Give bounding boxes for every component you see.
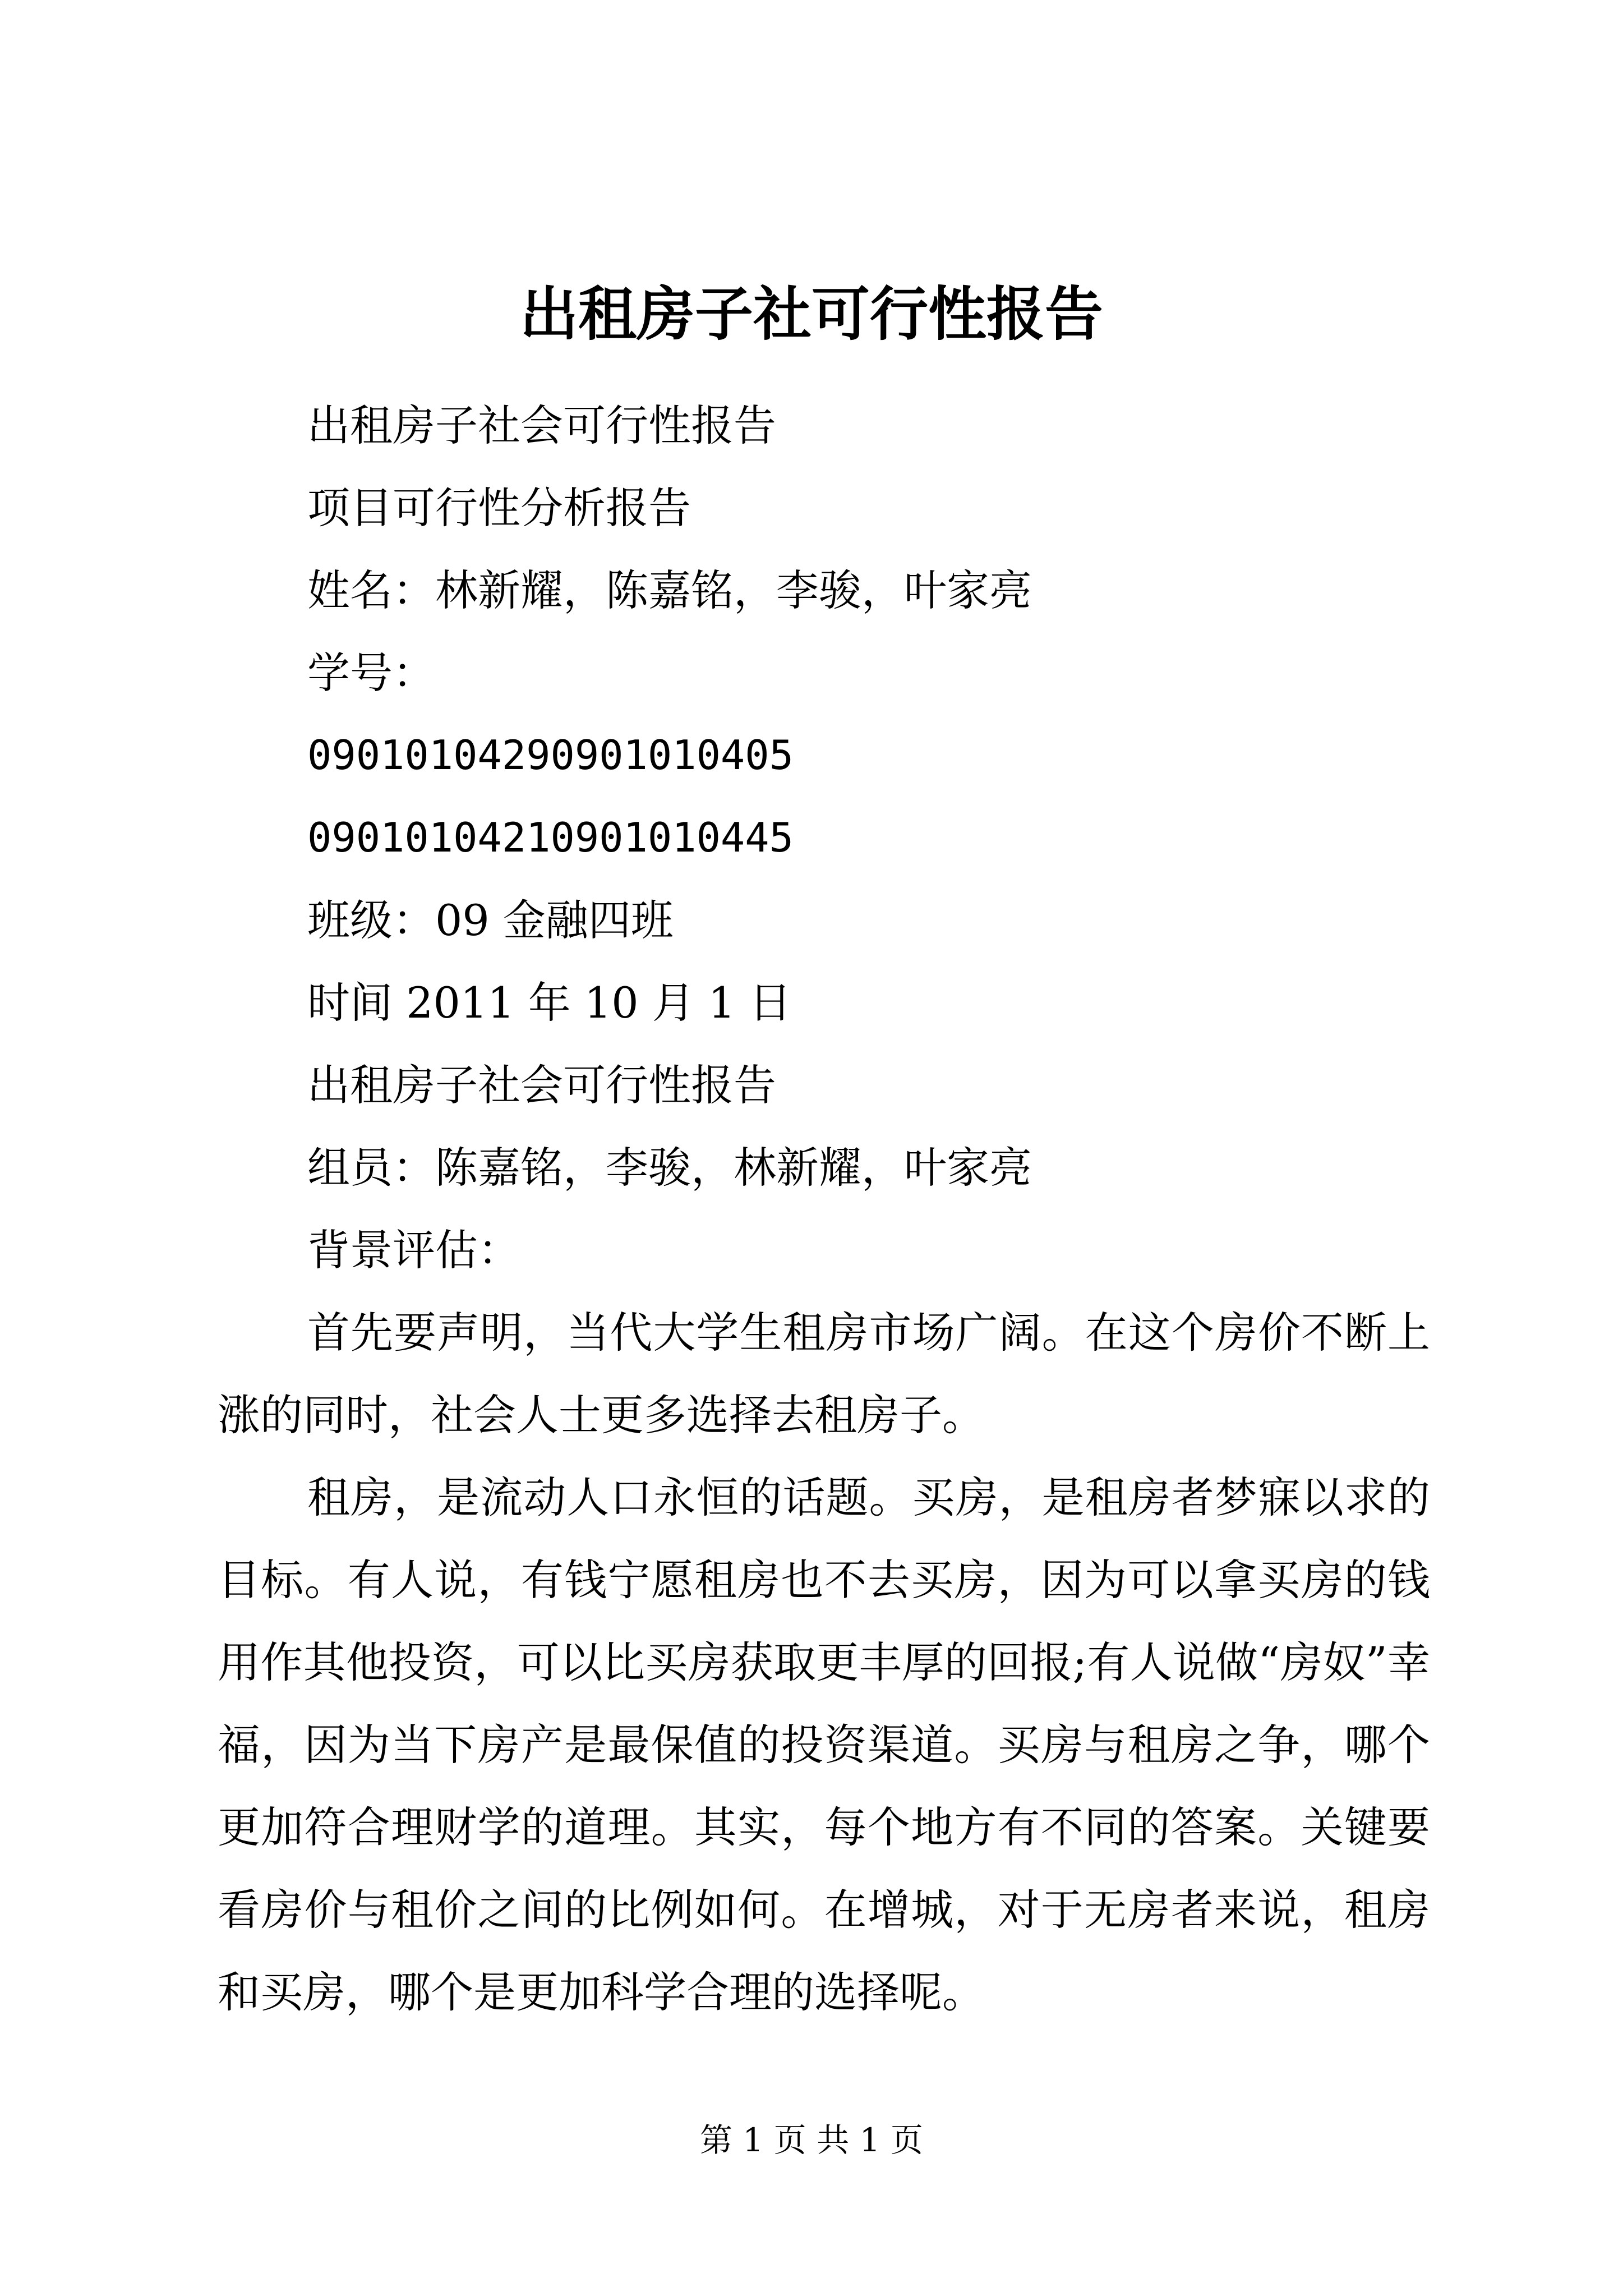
background-heading: 背景评估：	[307, 1225, 520, 1275]
class-line: 班级：09 金融四班	[307, 895, 674, 945]
page-footer: 第 1 页 共 1 页	[700, 2121, 923, 2159]
names-line: 姓名：林新耀，陈嘉铭，李骏，叶家亮	[307, 565, 1032, 615]
paragraph: 租房，是流动人口永恒的话题。买房，是租房者梦寐以求的目标。有人说，有钱宁愿租房也不去买房，因为可以拿买房的钱用作其他投资，可以比买房获取更丰厚的回报;有人说做“房奴”幸福，因为当下房产是最保值的投资渠道。买房与租房之争，哪个更加符合理财学的道理。其实，每个地方有不同的答案。关键要看房价与租价之间的比例如何。在增城，对于无房者来说，租房和买房，哪个是更加科学合理的选择呢。	[218, 1473, 1430, 2017]
student-id-label: 学号：	[307, 648, 435, 698]
paragraph: 首先要声明，当代大学生租房市场广阔。在这个房价不断上涨的同时，社会人士更多选择去租房子。	[218, 1308, 1430, 1440]
document-body	[218, 384, 1430, 2033]
subtitle-line: 出租房子社会可行性报告	[307, 401, 776, 450]
student-id-line: 09010104210901010445	[307, 814, 794, 861]
section-title-line: 出租房子社会可行性报告	[307, 1060, 776, 1110]
document-title: 出租房子社可行性报告	[519, 279, 1103, 348]
members-line: 组员：陈嘉铭，李骏，林新耀，叶家亮	[307, 1143, 1032, 1193]
student-id-line: 09010104290901010405	[307, 731, 794, 779]
report-type-line: 项目可行性分析报告	[307, 483, 691, 533]
date-line: 时间 2011 年 10 月 1 日	[307, 978, 792, 1028]
